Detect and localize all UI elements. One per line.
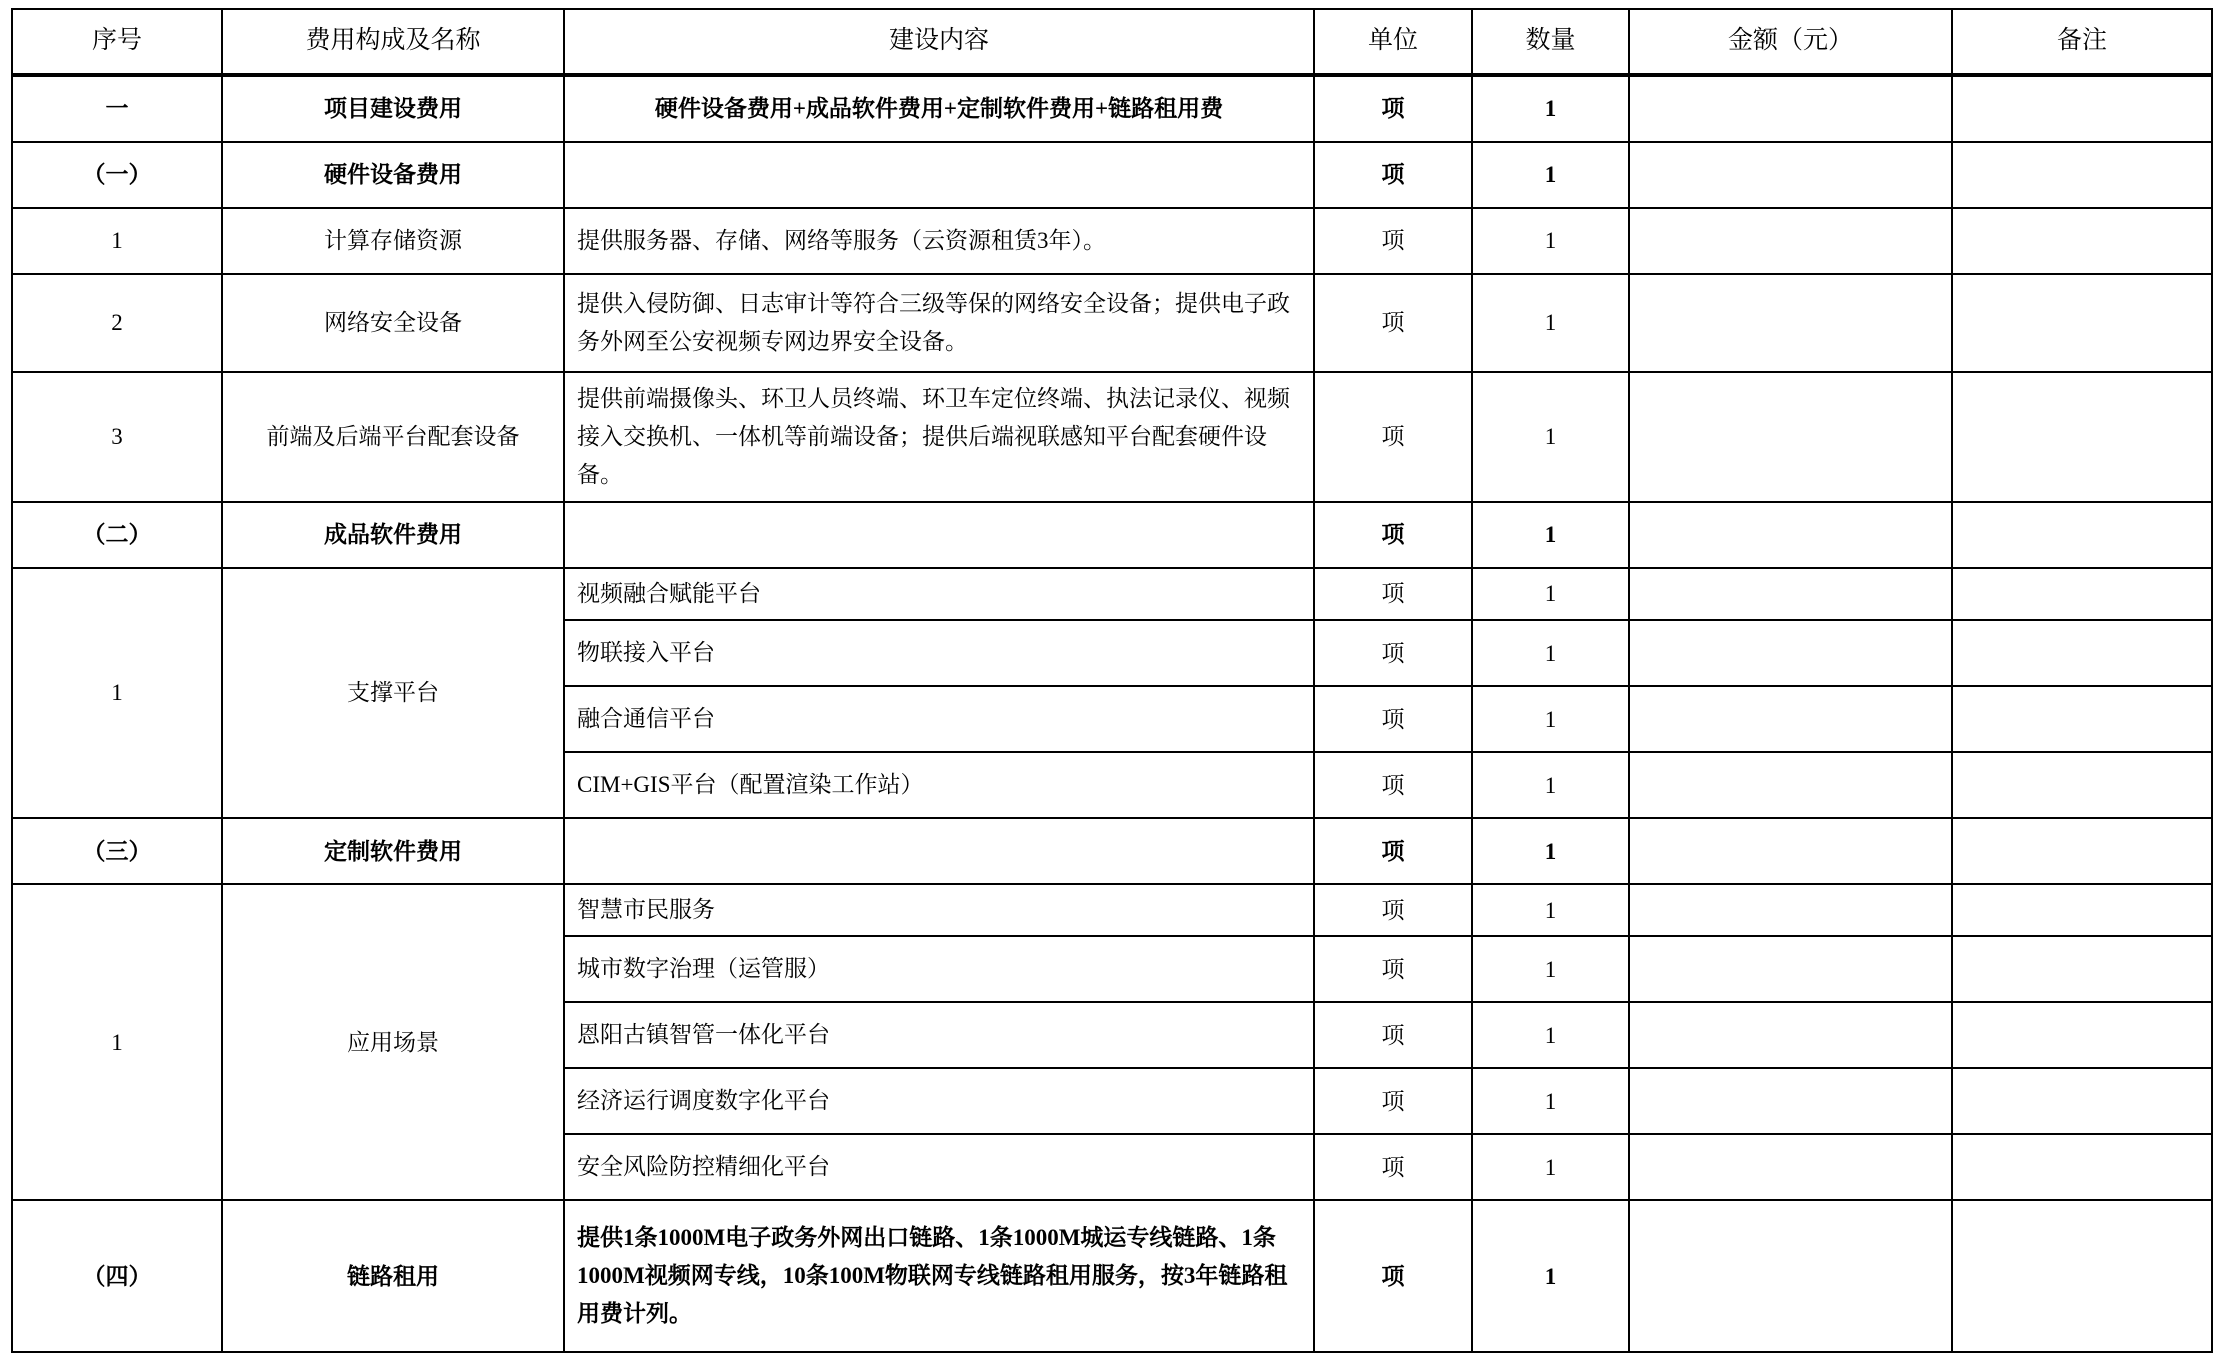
row-name: 项目建设费用 [324, 96, 462, 122]
cell-qty [1472, 274, 1629, 372]
row-name: 链路租用 [347, 1263, 439, 1289]
row-amount [1630, 1161, 1951, 1173]
row-content: 经济运行调度数字化平台 [577, 1088, 830, 1114]
cell-unit [1314, 686, 1472, 752]
row-content [565, 169, 1313, 181]
cell-remark [1952, 142, 2212, 208]
row-unit: 项 [1381, 310, 1405, 336]
row-content: 视频融合赋能平台 [577, 581, 761, 606]
row-remark [1953, 529, 2211, 541]
row-name: 成品软件费用 [324, 522, 462, 548]
row-content: 物联接入平台 [577, 640, 715, 666]
cell-seq [12, 884, 222, 1200]
row-qty: 1 [1544, 897, 1557, 923]
header-cell-amount [1629, 9, 1952, 75]
table-row [12, 818, 2212, 884]
header-cell-name [222, 9, 564, 75]
cell-content [564, 502, 1314, 568]
cell-remark [1952, 75, 2212, 142]
row-amount [1630, 1095, 1951, 1107]
row-unit: 项 [1381, 424, 1405, 450]
row-seq: （二） [82, 522, 152, 548]
cell-remark [1952, 620, 2212, 686]
row-remark [1953, 317, 2211, 329]
row-remark [1953, 713, 2211, 725]
cell-qty [1472, 1200, 1629, 1352]
cell-unit [1314, 1200, 1472, 1352]
row-amount [1630, 647, 1951, 659]
header-cell-unit [1314, 9, 1472, 75]
cell-amount [1629, 620, 1952, 686]
cell-unit [1314, 818, 1472, 884]
row-remark [1953, 963, 2211, 975]
cell-unit [1314, 372, 1472, 502]
row-seq: （四） [82, 1263, 152, 1289]
header-cell-remark [1952, 9, 2212, 75]
cell-qty [1472, 142, 1629, 208]
row-content: 提供前端摄像头、环卫人员终端、环卫车定位终端、执法记录仪、视频接入交换机、一体机等前端设备；提供后端视联感知平台配套硬件设备。 [577, 385, 1290, 488]
cell-qty [1472, 752, 1629, 818]
row-remark [1953, 904, 2211, 916]
cell-remark [1952, 1134, 2212, 1200]
row-amount [1630, 904, 1951, 916]
cell-qty [1472, 1002, 1629, 1068]
cell-amount [1629, 1200, 1952, 1352]
cell-content [564, 75, 1314, 142]
cell-name [222, 884, 564, 1200]
cell-qty [1472, 502, 1629, 568]
row-seq: 1 [111, 1029, 123, 1055]
cell-remark [1952, 1200, 2212, 1352]
row-unit: 项 [1381, 838, 1405, 864]
row-amount [1630, 529, 1951, 541]
row-name: 网络安全设备 [324, 310, 462, 336]
table-row [12, 502, 2212, 568]
row-qty: 1 [1544, 228, 1557, 254]
table-row [12, 274, 2212, 372]
cell-amount [1629, 142, 1952, 208]
cell-content [564, 274, 1314, 372]
row-seq: 1 [111, 680, 123, 706]
header-cell-content [564, 9, 1314, 75]
row-unit: 项 [1381, 1263, 1405, 1289]
cell-qty [1472, 208, 1629, 274]
row-name: 支撑平台 [347, 680, 439, 706]
row-remark [1953, 103, 2211, 115]
row-amount [1630, 235, 1951, 247]
cell-amount [1629, 372, 1952, 502]
header-cell-seq [12, 9, 222, 75]
row-content: 安全风险防控精细化平台 [577, 1154, 830, 1180]
cell-name [222, 1200, 564, 1352]
cell-unit [1314, 274, 1472, 372]
row-content: 智慧市民服务 [577, 897, 715, 923]
row-remark [1953, 1161, 2211, 1173]
table-header-row [12, 9, 2212, 75]
cell-remark [1952, 502, 2212, 568]
cell-name [222, 372, 564, 502]
row-seq: 3 [111, 424, 123, 450]
table-row [12, 142, 2212, 208]
cell-amount [1629, 274, 1952, 372]
cell-remark [1952, 752, 2212, 818]
cell-remark [1952, 372, 2212, 502]
cell-remark [1952, 208, 2212, 274]
cell-amount [1629, 1002, 1952, 1068]
row-unit: 项 [1381, 706, 1405, 732]
row-remark [1953, 235, 2211, 247]
row-qty: 1 [1544, 1263, 1557, 1289]
row-seq: 1 [111, 228, 123, 254]
row-qty: 1 [1544, 424, 1557, 450]
cell-content [564, 1200, 1314, 1352]
row-seq: （三） [82, 838, 152, 864]
cell-unit [1314, 208, 1472, 274]
row-content: 恩阳古镇智管一体化平台 [577, 1022, 830, 1048]
row-remark [1953, 845, 2211, 857]
cell-unit [1314, 1002, 1472, 1068]
row-remark [1953, 1270, 2211, 1282]
row-qty: 1 [1544, 522, 1557, 548]
cell-content [564, 686, 1314, 752]
row-qty: 1 [1544, 956, 1557, 982]
cell-unit [1314, 142, 1472, 208]
cell-remark [1952, 1002, 2212, 1068]
row-content [565, 529, 1313, 541]
header-cell-qty [1472, 9, 1629, 75]
cost-breakdown-table [11, 8, 2213, 1353]
cell-content [564, 620, 1314, 686]
cell-amount [1629, 686, 1952, 752]
cell-unit [1314, 1068, 1472, 1134]
row-remark [1953, 1029, 2211, 1041]
cell-qty [1472, 75, 1629, 142]
cell-content [564, 752, 1314, 818]
header-label-remark: 备注 [2056, 27, 2107, 55]
header-label-seq: 序号 [91, 27, 142, 55]
cell-name [222, 568, 564, 818]
row-amount [1630, 1029, 1951, 1041]
row-remark [1953, 647, 2211, 659]
cell-amount [1629, 75, 1952, 142]
row-unit: 项 [1381, 522, 1405, 548]
cell-name [222, 818, 564, 884]
cell-qty [1472, 884, 1629, 936]
row-remark [1953, 1095, 2211, 1107]
row-unit: 项 [1381, 96, 1405, 122]
table-row [12, 568, 2212, 620]
row-name: 应用场景 [347, 1029, 439, 1055]
cell-remark [1952, 1068, 2212, 1134]
cell-content [564, 1002, 1314, 1068]
cell-unit [1314, 884, 1472, 936]
row-unit: 项 [1381, 1154, 1405, 1180]
cell-unit [1314, 620, 1472, 686]
row-qty: 1 [1544, 640, 1557, 666]
cell-unit [1314, 936, 1472, 1002]
header-label-amount: 金额（元） [1727, 27, 1853, 55]
cell-unit [1314, 1134, 1472, 1200]
cell-amount [1629, 208, 1952, 274]
cell-content [564, 884, 1314, 936]
cell-qty [1472, 818, 1629, 884]
row-qty: 1 [1544, 581, 1557, 607]
row-content: 提供服务器、存储、网络等服务（云资源租赁3年）。 [577, 227, 1106, 253]
cell-content [564, 568, 1314, 620]
cell-amount [1629, 936, 1952, 1002]
cell-qty [1472, 620, 1629, 686]
row-amount [1630, 963, 1951, 975]
cell-remark [1952, 884, 2212, 936]
cell-amount [1629, 1134, 1952, 1200]
table-row [12, 208, 2212, 274]
cell-name [222, 502, 564, 568]
row-name: 计算存储资源 [324, 228, 462, 254]
cell-content [564, 208, 1314, 274]
cell-content [564, 1068, 1314, 1134]
cell-name [222, 208, 564, 274]
cell-qty [1472, 1134, 1629, 1200]
row-qty: 1 [1544, 162, 1557, 188]
cell-qty [1472, 372, 1629, 502]
cell-remark [1952, 274, 2212, 372]
cell-seq [12, 502, 222, 568]
cell-amount [1629, 502, 1952, 568]
cell-name [222, 274, 564, 372]
cell-qty [1472, 568, 1629, 620]
cell-seq [12, 142, 222, 208]
row-amount [1630, 779, 1951, 791]
cell-unit [1314, 502, 1472, 568]
row-name: 硬件设备费用 [324, 162, 462, 188]
table-row [12, 884, 2212, 936]
cell-unit [1314, 568, 1472, 620]
row-amount [1630, 713, 1951, 725]
cell-amount [1629, 1068, 1952, 1134]
row-seq: 2 [111, 310, 123, 336]
row-content: 融合通信平台 [577, 706, 715, 732]
cell-unit [1314, 75, 1472, 142]
cell-remark [1952, 936, 2212, 1002]
cell-remark [1952, 818, 2212, 884]
cell-amount [1629, 884, 1952, 936]
cell-unit [1314, 752, 1472, 818]
cell-content [564, 1134, 1314, 1200]
table-row [12, 372, 2212, 502]
cell-qty [1472, 936, 1629, 1002]
cell-remark [1952, 686, 2212, 752]
cell-seq [12, 1200, 222, 1352]
row-remark [1953, 588, 2211, 600]
row-content: 城市数字治理（运管服） [577, 956, 830, 982]
row-qty: 1 [1544, 1022, 1557, 1048]
row-unit: 项 [1381, 581, 1405, 607]
row-qty: 1 [1544, 1088, 1557, 1114]
row-content [565, 845, 1313, 857]
table-row [12, 1200, 2212, 1352]
header-label-content: 建设内容 [888, 27, 989, 55]
row-amount [1630, 169, 1951, 181]
row-content: CIM+GIS平台（配置渲染工作站） [577, 772, 924, 798]
cell-seq [12, 274, 222, 372]
row-content: 提供1条1000M电子政务外网出口链路、1条1000M城运专线链路、1条1000M视频网专线，10条100M物联网专线链路租用服务，按3年链路租用费计列。 [577, 1225, 1288, 1327]
row-qty: 1 [1544, 838, 1557, 864]
cell-content [564, 818, 1314, 884]
row-qty: 1 [1544, 310, 1557, 336]
cell-name [222, 75, 564, 142]
row-unit: 项 [1381, 1022, 1405, 1048]
cell-seq [12, 568, 222, 818]
cell-seq [12, 818, 222, 884]
row-amount [1630, 845, 1951, 857]
cell-content [564, 142, 1314, 208]
cell-amount [1629, 752, 1952, 818]
row-unit: 项 [1381, 640, 1405, 666]
row-seq: （一） [82, 162, 152, 188]
cell-seq [12, 75, 222, 142]
row-unit: 项 [1381, 228, 1405, 254]
cell-seq [12, 208, 222, 274]
cell-qty [1472, 686, 1629, 752]
cell-amount [1629, 818, 1952, 884]
header-label-qty: 数量 [1525, 27, 1576, 55]
row-qty: 1 [1544, 96, 1557, 122]
row-remark [1953, 169, 2211, 181]
cell-content [564, 936, 1314, 1002]
row-amount [1630, 1270, 1951, 1282]
cell-seq [12, 372, 222, 502]
table-row [12, 75, 2212, 142]
row-amount [1630, 317, 1951, 329]
row-content: 提供入侵防御、日志审计等符合三级等保的网络安全设备；提供电子政务外网至公安视频专网边界安全设备。 [577, 290, 1290, 354]
row-unit: 项 [1381, 1088, 1405, 1114]
row-name: 前端及后端平台配套设备 [266, 424, 520, 450]
row-remark [1953, 431, 2211, 443]
header-label-unit: 单位 [1367, 27, 1418, 55]
cell-amount [1629, 568, 1952, 620]
row-amount [1630, 103, 1951, 115]
row-unit: 项 [1381, 772, 1405, 798]
row-content: 硬件设备费用+成品软件费用+定制软件费用+链路租用费 [654, 96, 1224, 122]
row-name: 定制软件费用 [324, 838, 462, 864]
row-unit: 项 [1381, 956, 1405, 982]
row-unit: 项 [1381, 897, 1405, 923]
row-seq: 一 [105, 96, 129, 122]
row-qty: 1 [1544, 1154, 1557, 1180]
row-qty: 1 [1544, 706, 1557, 732]
row-amount [1630, 431, 1951, 443]
row-qty: 1 [1544, 772, 1557, 798]
row-amount [1630, 588, 1951, 600]
cell-remark [1952, 568, 2212, 620]
cell-qty [1472, 1068, 1629, 1134]
cell-content [564, 372, 1314, 502]
row-unit: 项 [1381, 162, 1405, 188]
cell-name [222, 142, 564, 208]
row-remark [1953, 779, 2211, 791]
header-label-name: 费用构成及名称 [305, 27, 481, 55]
